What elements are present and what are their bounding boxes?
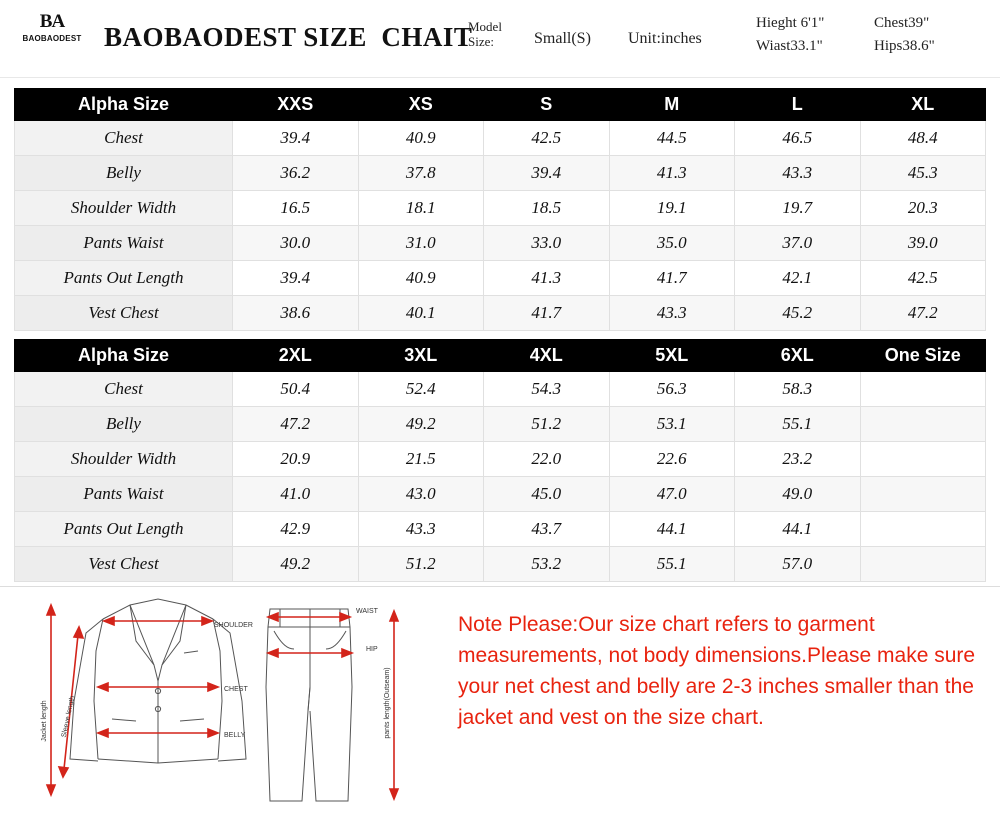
cell: 40.9	[358, 121, 484, 156]
cell: 40.9	[358, 261, 484, 296]
col-header-3xl: 3XL	[358, 340, 484, 372]
cell: 43.3	[609, 296, 735, 331]
cell: 49.0	[735, 477, 861, 512]
measurement-diagram	[8, 591, 438, 813]
note-heading: Note Please:	[458, 613, 579, 636]
header	[0, 0, 1000, 78]
cell: 41.7	[609, 261, 735, 296]
cell: 36.2	[233, 156, 359, 191]
cell: 22.6	[609, 442, 735, 477]
cell: 39.4	[233, 121, 359, 156]
unit-label: Unit:inches	[628, 30, 702, 47]
cell: 53.1	[609, 407, 735, 442]
table-row	[15, 512, 986, 547]
label-waist: WAIST	[356, 608, 378, 615]
cell: 23.2	[735, 442, 861, 477]
cell: 45.0	[484, 477, 610, 512]
cell: 48.4	[860, 121, 986, 156]
cell: 44.1	[609, 512, 735, 547]
table-row	[15, 226, 986, 261]
row-label-pants-waist: Pants Waist	[15, 226, 233, 261]
cell: 53.2	[484, 547, 610, 582]
cell: 18.1	[358, 191, 484, 226]
measurement-chest-value: 39"	[908, 15, 930, 31]
cell: 41.3	[484, 261, 610, 296]
cell: 47.2	[233, 407, 359, 442]
cell: 55.1	[735, 407, 861, 442]
table-row	[15, 442, 986, 477]
col-header-alpha-size: Alpha Size	[15, 340, 233, 372]
cell: 49.2	[358, 407, 484, 442]
cell: 39.4	[233, 261, 359, 296]
cell: 20.9	[233, 442, 359, 477]
cell: 51.2	[358, 547, 484, 582]
pants-figure	[266, 609, 352, 801]
cell: 50.4	[233, 372, 359, 407]
cell: 42.1	[735, 261, 861, 296]
cell: 43.0	[358, 477, 484, 512]
measurement-hips-value: 38.6"	[902, 38, 935, 54]
col-header-l: L	[735, 89, 861, 121]
garment-diagram-svg	[8, 591, 438, 813]
table-row	[15, 296, 986, 331]
table-row	[15, 477, 986, 512]
label-pants-length: pants length(Outseam)	[384, 667, 391, 739]
cell	[860, 407, 986, 442]
cell: 41.7	[484, 296, 610, 331]
col-header-5xl: 5XL	[609, 340, 735, 372]
measurement-waist	[756, 35, 874, 58]
cell: 52.4	[358, 372, 484, 407]
cell: 33.0	[484, 226, 610, 261]
col-header-m: M	[609, 89, 735, 121]
cell	[860, 547, 986, 582]
cell: 55.1	[609, 547, 735, 582]
cell	[860, 512, 986, 547]
table-row	[15, 547, 986, 582]
cell: 39.4	[484, 156, 610, 191]
col-header-6xl: 6XL	[735, 340, 861, 372]
pants-dimension-labels	[356, 608, 391, 739]
bottom-section	[0, 586, 1000, 816]
cell: 20.3	[860, 191, 986, 226]
label-shoulder: SHOULDER	[214, 622, 253, 629]
measurement-height-label: Hieght	[756, 15, 797, 31]
label-chest: CHEST	[224, 686, 248, 693]
cell: 35.0	[609, 226, 735, 261]
label-hip: HIP	[366, 646, 378, 653]
table-header-row	[15, 340, 986, 372]
label-jacket-length: Jacket length	[41, 700, 48, 742]
row-label-pants-out-length: Pants Out Length	[15, 512, 233, 547]
table-row	[15, 261, 986, 296]
cell: 51.2	[484, 407, 610, 442]
cell: 43.7	[484, 512, 610, 547]
col-header-alpha-size: Alpha Size	[15, 89, 233, 121]
measurement-height	[756, 12, 874, 35]
cell: 47.0	[609, 477, 735, 512]
table-row	[15, 407, 986, 442]
cell: 21.5	[358, 442, 484, 477]
brand-logo	[16, 12, 88, 43]
table-header-row	[15, 89, 986, 121]
row-label-vest-chest: Vest Chest	[15, 296, 233, 331]
cell: 37.0	[735, 226, 861, 261]
cell: 44.1	[735, 512, 861, 547]
row-label-belly: Belly	[15, 156, 233, 191]
col-header-4xl: 4XL	[484, 340, 610, 372]
col-header-one-size: One Size	[860, 340, 986, 372]
measurement-height-value: 6'1"	[800, 15, 825, 31]
note-block	[458, 609, 978, 733]
cell	[860, 372, 986, 407]
table-row	[15, 191, 986, 226]
col-header-s: S	[484, 89, 610, 121]
col-header-xxs: XXS	[233, 89, 359, 121]
cell: 31.0	[358, 226, 484, 261]
cell	[860, 442, 986, 477]
table-row	[15, 372, 986, 407]
col-header-2xl: 2XL	[233, 340, 359, 372]
cell: 42.5	[860, 261, 986, 296]
row-label-pants-waist: Pants Waist	[15, 477, 233, 512]
measurement-waist-value: 33.1"	[790, 38, 823, 54]
measurement-row	[756, 35, 992, 58]
model-measurements	[756, 12, 992, 58]
cell: 45.2	[735, 296, 861, 331]
col-header-xl: XL	[860, 89, 986, 121]
cell: 43.3	[735, 156, 861, 191]
cell: 57.0	[735, 547, 861, 582]
row-label-chest: Chest	[15, 372, 233, 407]
row-label-belly: Belly	[15, 407, 233, 442]
row-label-shoulder-width: Shoulder Width	[15, 191, 233, 226]
model-size-label-line1: Model	[468, 19, 502, 34]
measurement-chest-label: Chest	[874, 15, 909, 31]
cell: 39.0	[860, 226, 986, 261]
table-row	[15, 156, 986, 191]
label-belly: BELLY	[224, 732, 246, 739]
measurement-chest	[874, 12, 992, 35]
cell: 58.3	[735, 372, 861, 407]
cell: 19.1	[609, 191, 735, 226]
row-label-pants-out-length: Pants Out Length	[15, 261, 233, 296]
table-row	[15, 121, 986, 156]
cell: 22.0	[484, 442, 610, 477]
row-label-shoulder-width: Shoulder Width	[15, 442, 233, 477]
brand-name: BAOBAODEST	[22, 34, 82, 43]
pants-dimension-arrows	[268, 611, 398, 799]
size-table-plus	[14, 339, 986, 582]
cell: 56.3	[609, 372, 735, 407]
cell	[860, 477, 986, 512]
label-sleeve-length: Sleeve length	[60, 695, 77, 739]
measurement-waist-label: Wiast	[756, 38, 791, 54]
cell: 30.0	[233, 226, 359, 261]
brand-mark: BA	[39, 11, 65, 32]
cell: 18.5	[484, 191, 610, 226]
cell: 54.3	[484, 372, 610, 407]
cell: 16.5	[233, 191, 359, 226]
col-header-xs: XS	[358, 89, 484, 121]
page-title: BAOBAODEST SIZE CHAIT	[104, 22, 473, 52]
cell: 46.5	[735, 121, 861, 156]
note-text: Our size chart refers to garment measurements, not body dimensions.Please make sure your net chest and belly are 2-3 inches smaller than the jacket and vest on the size chart.	[458, 613, 976, 730]
model-size-value: Small(S)	[534, 30, 591, 47]
cell: 49.2	[233, 547, 359, 582]
cell: 41.3	[609, 156, 735, 191]
cell: 41.0	[233, 477, 359, 512]
cell: 19.7	[735, 191, 861, 226]
row-label-chest: Chest	[15, 121, 233, 156]
model-size-label-line2: Size:	[468, 33, 494, 49]
measurement-row	[756, 12, 992, 35]
row-label-vest-chest: Vest Chest	[15, 547, 233, 582]
cell: 37.8	[358, 156, 484, 191]
measurement-hips-label: Hips	[874, 38, 903, 54]
cell: 43.3	[358, 512, 484, 547]
cell: 38.6	[233, 296, 359, 331]
cell: 45.3	[860, 156, 986, 191]
cell: 44.5	[609, 121, 735, 156]
size-tables	[0, 78, 1000, 582]
measurement-hips	[874, 35, 992, 58]
size-table-standard	[14, 88, 986, 331]
cell: 42.9	[233, 512, 359, 547]
model-size-label	[468, 20, 502, 50]
cell: 40.1	[358, 296, 484, 331]
cell: 47.2	[860, 296, 986, 331]
cell: 42.5	[484, 121, 610, 156]
